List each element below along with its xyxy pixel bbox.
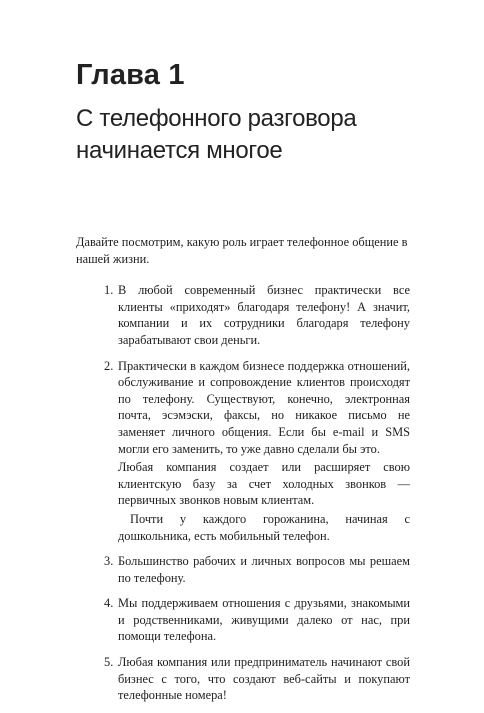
list-item-text: Большинство рабочих и личных вопросов мы решаем по телефону. [118, 554, 410, 585]
list-item-number: 5. [104, 655, 114, 670]
list-item-number: 1. [104, 283, 114, 298]
list-item [76, 358, 410, 545]
list-item [76, 553, 410, 586]
list-item-number: 4. [104, 596, 114, 611]
list-item-number: 2. [104, 358, 114, 373]
list-item [76, 595, 410, 645]
list-item-number: 3. [104, 554, 114, 569]
intro-paragraph: Давайте посмотрим, какую роль играет телефонное общение в нашей жизни. [76, 235, 408, 266]
chapter-body [76, 234, 410, 713]
list-item-subparagraph: Почти у каждого горожанина, начиная с дошкольника, есть мобильный телефон. [118, 511, 410, 543]
list-item-subparagraph: Любая компания создает или расширяет свою клиентскую базу за счет холодных звонков — первичных звонков новым клиентам. [118, 460, 410, 508]
list-item-text: Практически в каждом бизнесе поддержка отношений, обслуживание и сопровождение клиентов происходят по телефону. Существуют, конечно, электронная почта, эсэмэски, факсы, но никакое письмо не заменяет личного общения. Если бы e-mail и SMS могли его заменить, то уже давно сделали бы это. [118, 358, 410, 456]
chapter-label: Глава 1 [76, 59, 185, 91]
list-item-text: В любой современный бизнес практически все клиенты «приходят» благодаря телефону! А значит, компании и их сотрудники благодаря телефону зарабатывают свои деньги. [118, 283, 410, 347]
numbered-list [76, 282, 410, 704]
chapter-title-line-2: начинается многое [76, 137, 283, 164]
list-item [76, 282, 410, 348]
list-item-text: Любая компания или предприниматель начинают свой бизнес с того, что создают веб-сайты и покупают телефонные номера! [118, 655, 410, 703]
list-item-text: Мы поддерживаем отношения с друзьями, знакомыми и родственниками, живущими далеко от нас, при помощи телефона. [118, 596, 410, 644]
chapter-title [76, 103, 416, 167]
list-item [76, 654, 410, 704]
chapter-title-line-1: С телефонного разговора [76, 105, 357, 132]
